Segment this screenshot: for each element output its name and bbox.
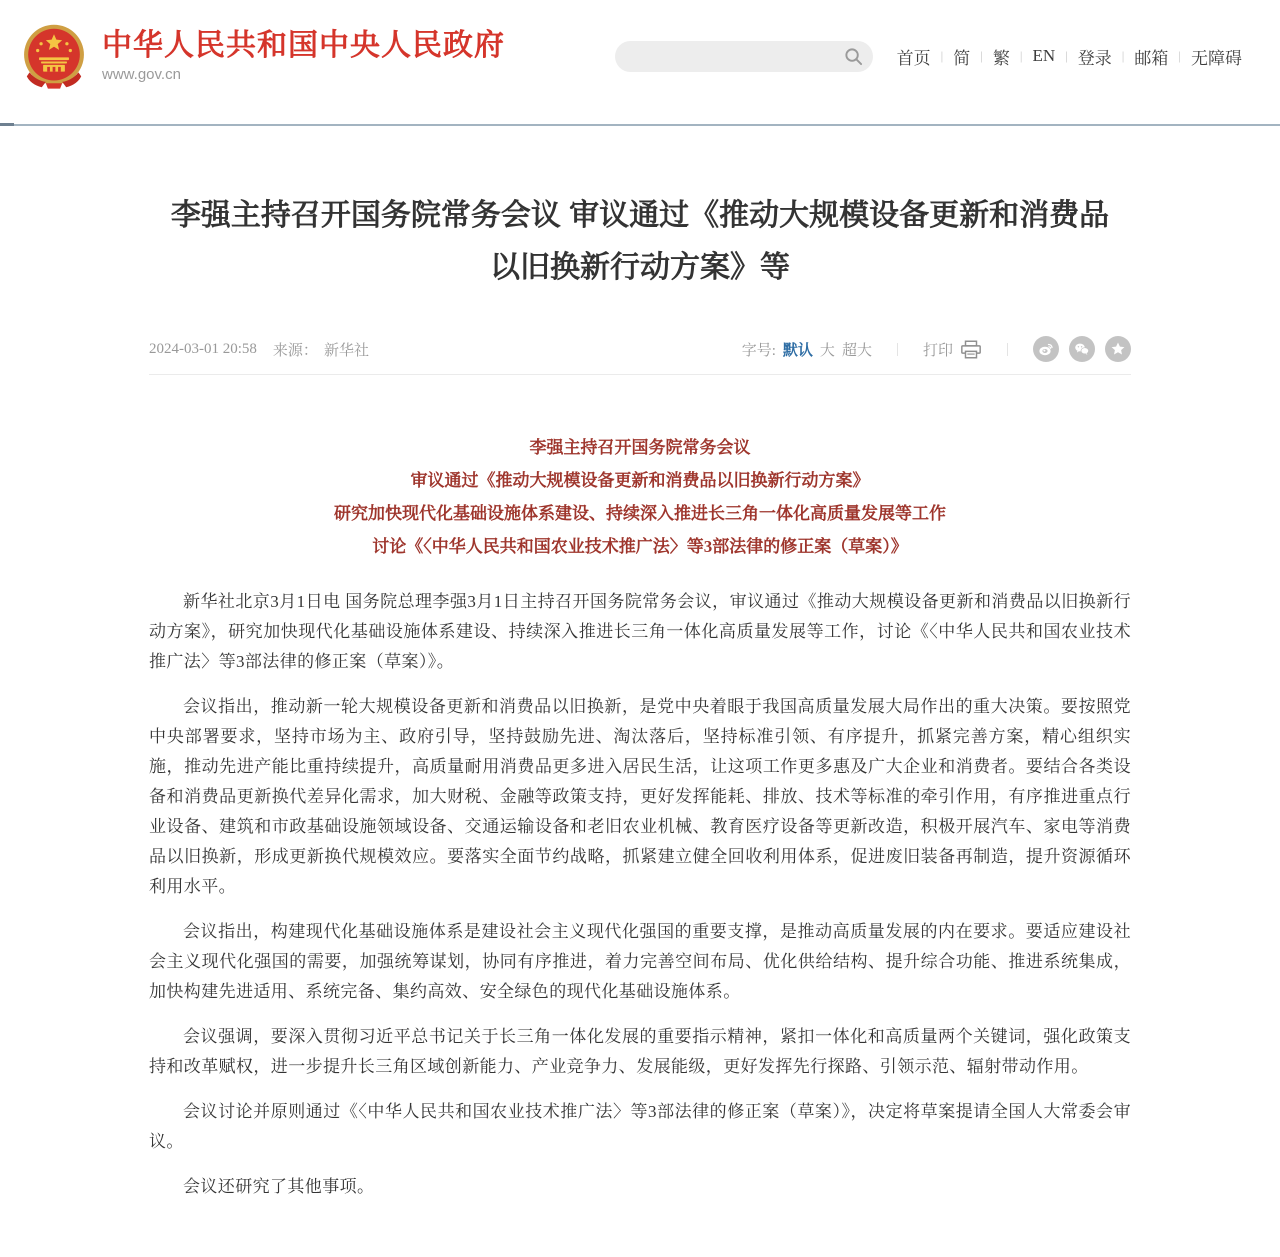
article-paragraph: 新华社北京3月1日电 国务院总理李强3月1日主持召开国务院常务会议，审议通过《推动大规模设备更新和消费品以旧换新行动方案》，研究加快现代化基础设施体系建设、持续深入推进长三角一体化高质量发展等工作，讨论《〈中华人民共和国农业技术推广法〉等3部法律的修正案（草案）》。	[149, 592, 1131, 671]
nav-link-accessibility[interactable]: 无障碍	[1191, 48, 1242, 68]
national-emblem-icon	[20, 22, 88, 90]
nav-separator: |	[1065, 48, 1068, 63]
wechat-share-icon[interactable]	[1069, 336, 1095, 362]
article-title: 李强主持召开国务院常务会议 审议通过《推动大规模设备更新和消费品以旧换新行动方案》等	[170, 199, 1110, 284]
nav-separator: |	[1019, 48, 1023, 63]
nav-link-home[interactable]: 首页	[896, 48, 931, 68]
site-title-block	[102, 29, 505, 83]
font-size-control	[742, 339, 872, 360]
source-name: 新华社	[323, 342, 369, 359]
favorite-star-icon[interactable]	[1105, 336, 1131, 362]
share-icons-group	[1033, 336, 1131, 362]
subheadline-line: 李强主持召开国务院常务会议	[529, 438, 751, 457]
print-button[interactable]	[923, 339, 982, 360]
nav-link-traditional[interactable]: 繁	[992, 48, 1010, 68]
article-paragraph: 会议强调，要深入贯彻习近平总书记关于长三角一体化发展的重要指示精神，紧扣一体化和高质量两个关键词，强化政策支持和改革赋权，进一步提升长三角区域创新能力、产业竞争力、发展能级，更好发挥先行探路、引领示范、辐射带动作用。	[149, 1027, 1131, 1076]
header-right	[615, 41, 1252, 72]
printer-icon	[960, 340, 982, 359]
article-meta-right	[742, 336, 1131, 362]
site-name: 中华人民共和国中央人民政府	[102, 29, 505, 62]
article-meta-row	[149, 336, 1131, 375]
font-size-xlarge-button[interactable]: 超大	[841, 342, 872, 359]
font-size-large-button[interactable]: 大	[819, 342, 835, 359]
top-nav	[887, 44, 1252, 69]
nav-link-english[interactable]: EN	[1032, 46, 1056, 65]
article-subheadlines	[149, 431, 1131, 563]
article	[149, 126, 1131, 1257]
article-paragraph: 会议讨论并原则通过《〈中华人民共和国农业技术推广法〉等3部法律的修正案（草案）》，决定将草案提请全国人大常委会审议。	[149, 1102, 1131, 1151]
publish-date: 2024-03-01 20:58	[149, 340, 257, 357]
nav-separator: |	[1121, 48, 1125, 63]
nav-separator: |	[940, 48, 944, 63]
nav-link-simplified[interactable]: 简	[953, 48, 971, 68]
meta-separator: |	[895, 340, 899, 357]
subheadline-line: 审议通过《推动大规模设备更新和消费品以旧换新行动方案》	[410, 471, 870, 490]
font-size-default-button[interactable]: 默认	[782, 342, 813, 359]
nav-separator: |	[1178, 48, 1181, 63]
site-url: www.gov.cn	[102, 66, 181, 83]
article-paragraph: 会议指出，推动新一轮大规模设备更新和消费品以旧换新，是党中央着眼于我国高质量发展大局作出的重大决策。要按照党中央部署要求，坚持市场为主、政府引导，坚持鼓励先进、淘汰落后，坚持标准引领、有序提升，抓紧完善方案，精心组织实施，推动先进产能比重持续提升，高质量耐用消费品更多进入居民生活，让这项工作更多惠及广大企业和消费者。要结合各类设备和消费品更新换代差异化需求，加大财税、金融等政策支持，更好发挥能耗、排放、技术等标准的牵引作用，有序推进重点行业设备、建筑和市政基础设施领域设备、交通运输设备和老旧农业机械、教育医疗设备等更新改造，积极开展汽车、家电等消费品以旧换新，形成更新换代规模效应。要落实全面节约战略，抓紧建立健全回收利用体系，促进废旧装备再制造，提升资源循环利用水平。	[149, 697, 1131, 896]
subheadline-line: 研究加快现代化基础设施体系建设、持续深入推进长三角一体化高质量发展等工作	[334, 504, 946, 523]
search-input[interactable]	[615, 41, 830, 72]
weibo-share-icon[interactable]	[1033, 336, 1059, 362]
site-logo[interactable]	[20, 22, 505, 90]
meta-separator: |	[1005, 340, 1009, 357]
source-label: 来源：	[272, 342, 318, 359]
article-paragraph: 会议指出，构建现代化基础设施体系是建设社会主义现代化强国的重要支撑，是推动高质量发展的内在要求。要适应建设社会主义现代化强国的需要，加强统筹谋划，协同有序推进，着力完善空间布局、优化供给结构、提升综合功能、推进系统集成，加快构建先进适用、系统完备、集约高效、安全绿色的现代化基础设施体系。	[149, 922, 1131, 1001]
nav-separator: |	[980, 48, 983, 63]
subheadline-line: 讨论《〈中华人民共和国农业技术推广法〉等3部法律的修正案（草案）》	[372, 537, 908, 556]
nav-link-login[interactable]: 登录	[1077, 48, 1112, 68]
search-icon[interactable]	[844, 47, 863, 66]
search-box	[615, 41, 873, 72]
article-body	[149, 587, 1131, 1257]
article-paragraph: 会议还研究了其他事项。	[183, 1177, 375, 1196]
site-header	[0, 0, 1280, 126]
font-size-label: 字号:	[741, 342, 776, 359]
article-meta-left	[149, 339, 369, 360]
print-label: 打印	[922, 342, 953, 359]
nav-link-mail[interactable]: 邮箱	[1134, 48, 1169, 68]
